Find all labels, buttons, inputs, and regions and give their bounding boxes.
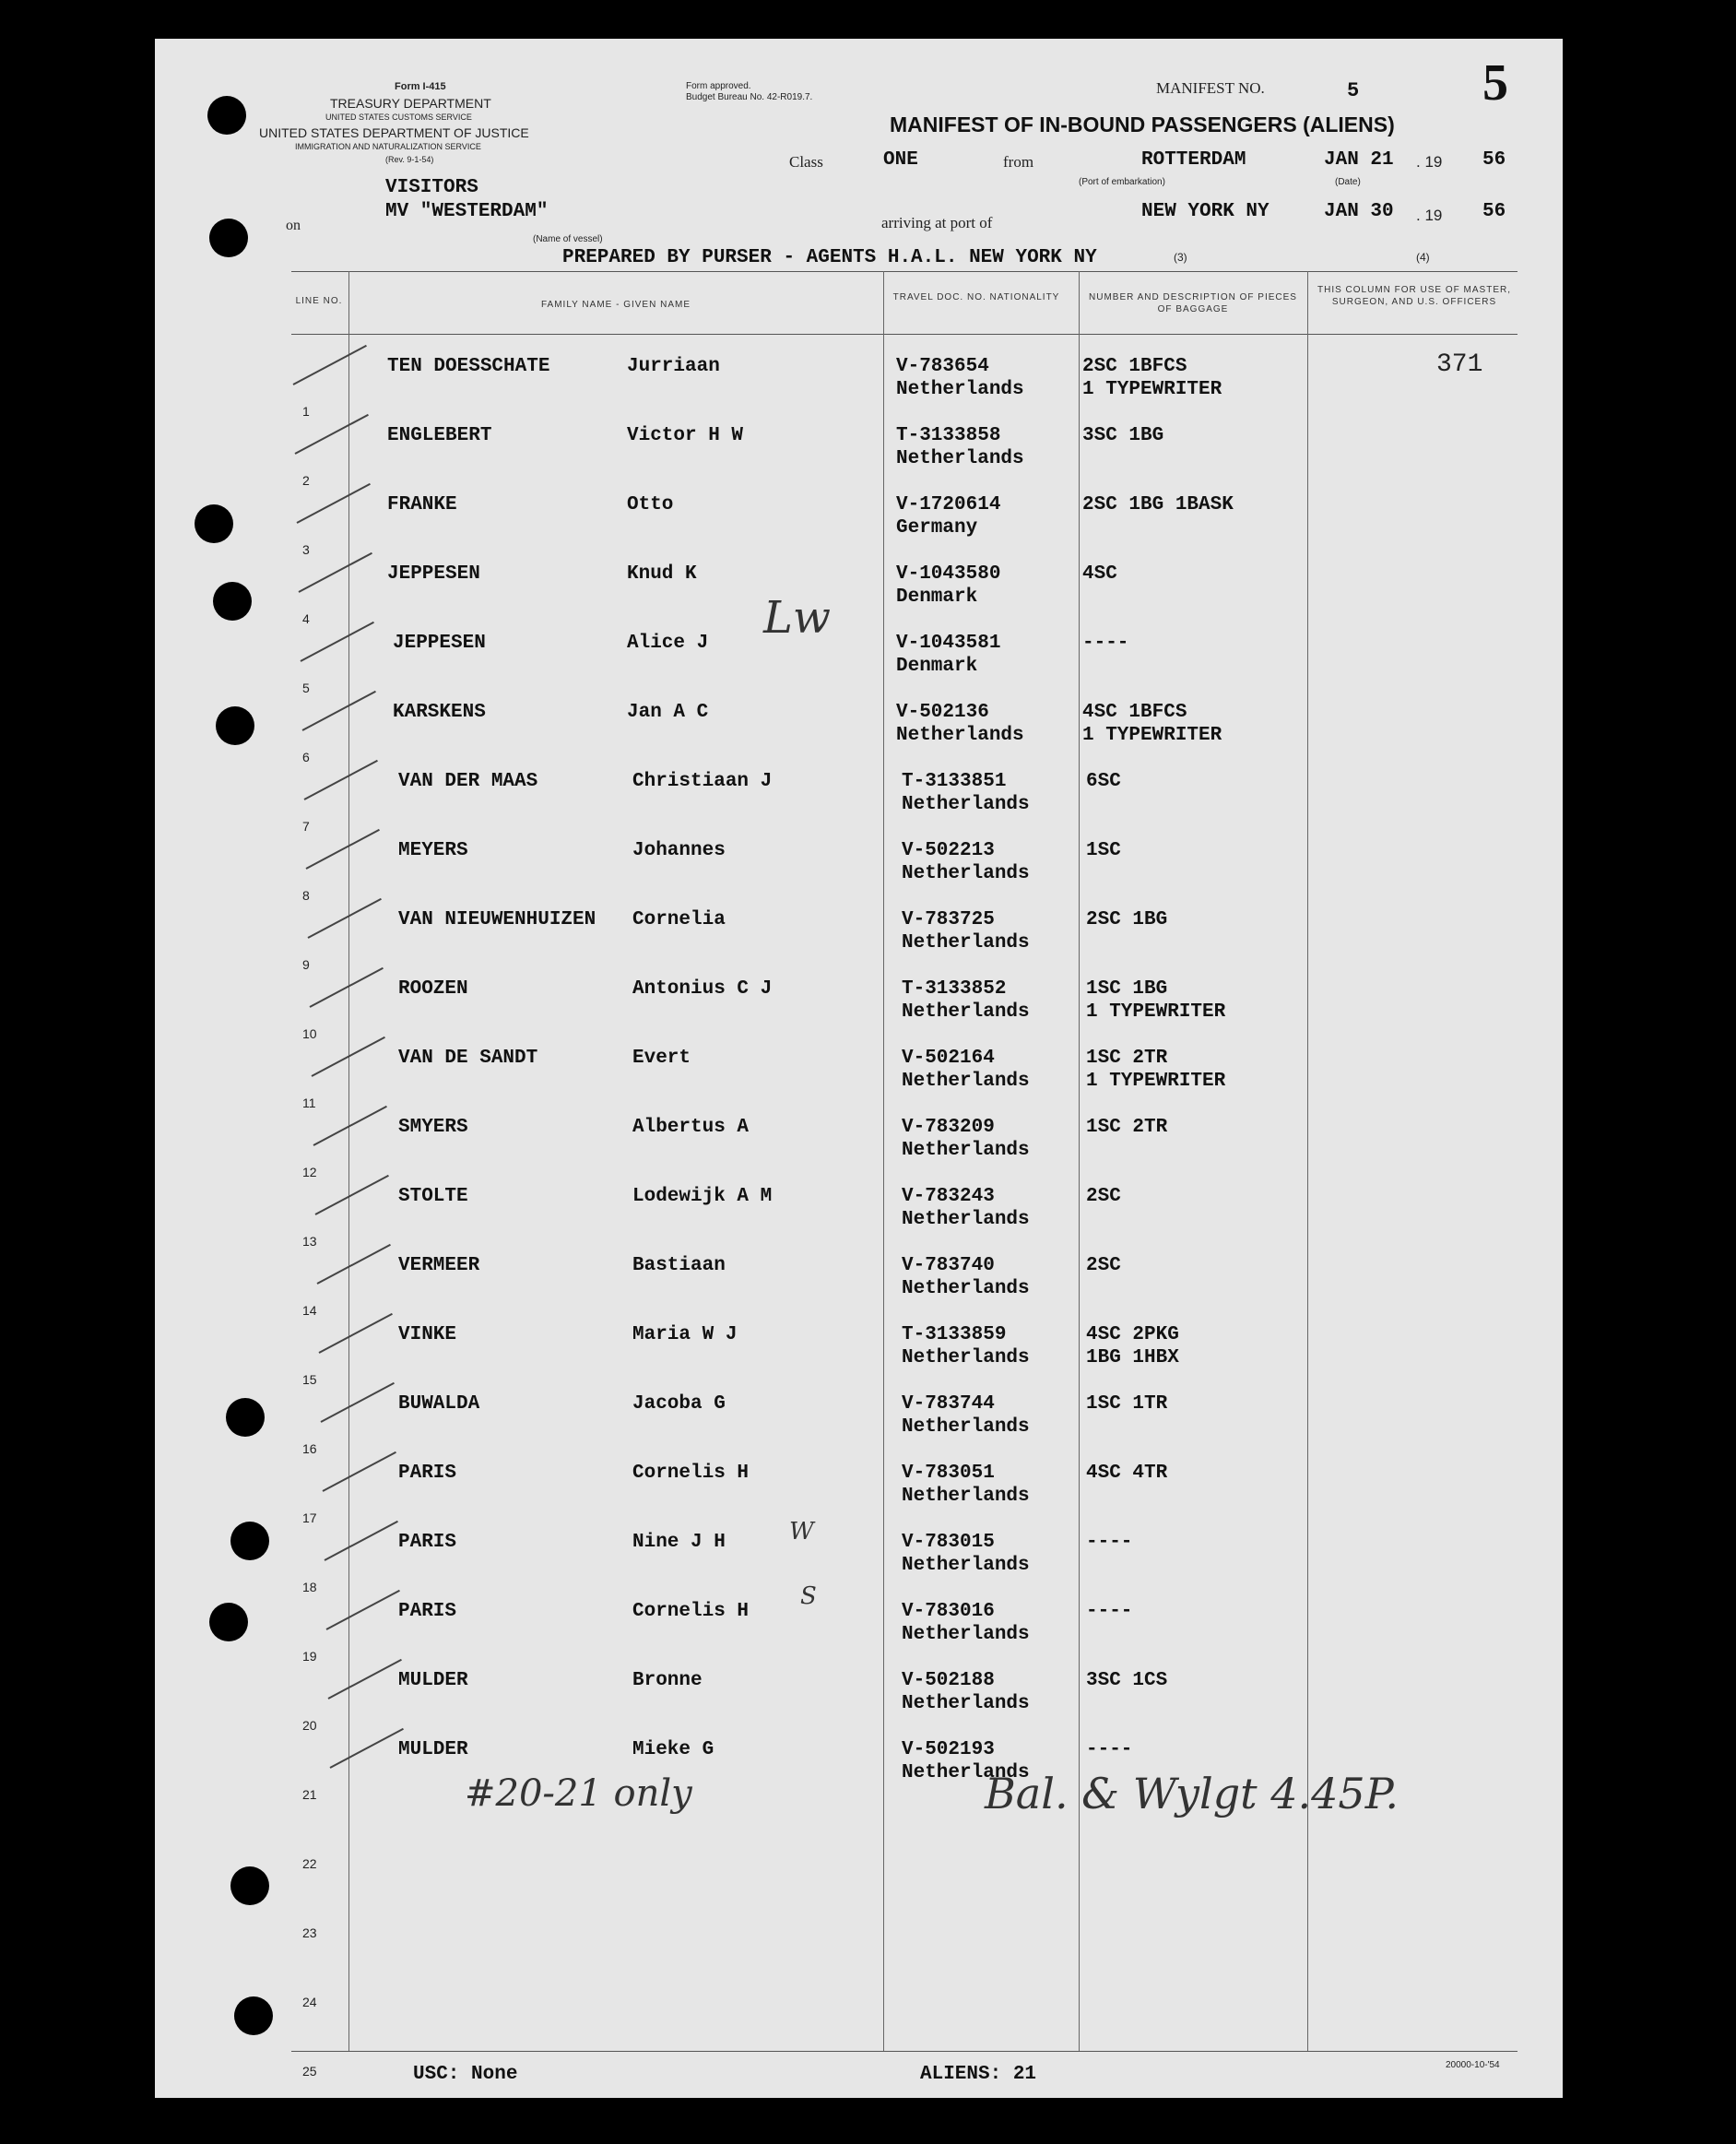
officer-stamp-number: 371 bbox=[1436, 350, 1483, 379]
pencil-check-mark bbox=[297, 483, 371, 524]
col-divider-doc bbox=[883, 271, 884, 2051]
year-prefix-2: . 19 bbox=[1416, 207, 1443, 224]
baggage-line-2: 1BG 1HBX bbox=[1086, 1347, 1179, 1368]
line-number: 1 bbox=[302, 404, 310, 419]
handwritten-mark-row5: Lw bbox=[763, 592, 831, 644]
travel-doc-number: T-3133859 bbox=[902, 1324, 1007, 1345]
travel-doc-number: V-783051 bbox=[902, 1463, 995, 1484]
line-number: 9 bbox=[302, 957, 310, 972]
visitors-label: VISITORS bbox=[385, 177, 478, 198]
binder-hole bbox=[195, 504, 233, 543]
pencil-check-mark bbox=[313, 1106, 387, 1146]
line-number: 5 bbox=[302, 681, 310, 695]
travel-doc-number: V-1043580 bbox=[896, 563, 1001, 585]
family-name: JEPPESEN bbox=[393, 633, 486, 654]
baggage-line-1: 1SC 1TR bbox=[1086, 1393, 1168, 1415]
class-value: ONE bbox=[883, 149, 918, 171]
budget-bureau: Budget Bureau No. 42-R019.7. bbox=[686, 92, 813, 102]
baggage-line-2: 1 TYPEWRITER bbox=[1082, 725, 1222, 746]
travel-doc-number: T-3133851 bbox=[902, 771, 1007, 792]
travel-doc-number: V-783209 bbox=[902, 1117, 995, 1138]
baggage-line-1: 3SC 1CS bbox=[1086, 1670, 1168, 1691]
baggage-line-1: ---- bbox=[1086, 1739, 1133, 1760]
manifest-number-label: MANIFEST NO. bbox=[1156, 79, 1265, 97]
on-label: on bbox=[286, 218, 301, 233]
binder-hole bbox=[230, 1866, 269, 1905]
arriving-label: arriving at port of bbox=[881, 214, 993, 231]
baggage-line-2: 1 TYPEWRITER bbox=[1086, 1001, 1226, 1023]
footer-aliens: ALIENS: 21 bbox=[920, 2064, 1037, 2085]
travel-doc-number: V-502213 bbox=[902, 840, 995, 861]
travel-doc-number: V-783654 bbox=[896, 356, 989, 377]
family-name: PARIS bbox=[398, 1532, 457, 1553]
nationality: Netherlands bbox=[902, 1486, 1030, 1507]
line-number: 19 bbox=[302, 1649, 317, 1664]
table-bottom-rule bbox=[291, 2051, 1518, 2052]
col-divider-line bbox=[348, 271, 349, 2051]
baggage-line-1: 2SC 1BFCS bbox=[1082, 356, 1187, 377]
travel-doc-number: V-502164 bbox=[902, 1048, 995, 1069]
given-name: Bronne bbox=[632, 1670, 703, 1691]
form-approved: Form approved. bbox=[686, 81, 751, 91]
given-name: Victor H W bbox=[627, 425, 744, 446]
given-name: Evert bbox=[632, 1048, 691, 1069]
family-name: VINKE bbox=[398, 1324, 457, 1345]
baggage-line-1: 4SC 1BFCS bbox=[1082, 702, 1187, 723]
print-code: 20000-10-'54 bbox=[1446, 2060, 1500, 2070]
baggage-line-1: ---- bbox=[1086, 1532, 1133, 1553]
baggage-line-1: 1SC 2TR bbox=[1086, 1117, 1168, 1138]
given-name: Knud K bbox=[627, 563, 697, 585]
family-name: VAN NIEUWENHUIZEN bbox=[398, 909, 596, 930]
travel-doc-number: V-783243 bbox=[902, 1186, 995, 1207]
arrival-date: JAN 30 bbox=[1324, 201, 1394, 222]
line-number: 15 bbox=[302, 1372, 317, 1387]
nationality: Netherlands bbox=[902, 863, 1030, 884]
vessel-name: MV "WESTERDAM" bbox=[385, 201, 549, 222]
given-name: Christiaan J bbox=[632, 771, 773, 792]
nationality: Netherlands bbox=[896, 448, 1024, 469]
pencil-check-mark bbox=[299, 552, 372, 593]
immigration-service: IMMIGRATION AND NATURALIZATION SERVICE bbox=[295, 142, 481, 151]
family-name: ENGLEBERT bbox=[387, 425, 492, 446]
pencil-check-mark bbox=[302, 691, 376, 731]
travel-doc-number: V-783016 bbox=[902, 1601, 995, 1622]
nationality: Netherlands bbox=[902, 1071, 1030, 1092]
nationality: Netherlands bbox=[902, 1416, 1030, 1438]
travel-doc-number: V-783725 bbox=[902, 909, 995, 930]
travel-doc-number: T-3133858 bbox=[896, 425, 1001, 446]
family-name: MULDER bbox=[398, 1670, 468, 1691]
line-number: 7 bbox=[302, 819, 310, 834]
binder-hole bbox=[209, 219, 248, 257]
col-header-officers: THIS COLUMN FOR USE OF MASTER, SURGEON, AND U.S. OFFICERS bbox=[1317, 285, 1511, 307]
handwritten-note-left: #20-21 only bbox=[465, 1772, 692, 1815]
travel-doc-number: V-502193 bbox=[902, 1739, 995, 1760]
given-name: Lodewijk A M bbox=[632, 1186, 773, 1207]
line-number: 4 bbox=[302, 611, 310, 626]
handwritten-note-right: Bal. & Wylgt 4.45P. bbox=[985, 1769, 1399, 1818]
baggage-line-1: 6SC bbox=[1086, 771, 1121, 792]
pencil-check-mark bbox=[301, 622, 374, 662]
col-header-baggage: NUMBER AND DESCRIPTION OF PIECES OF BAGGAGE bbox=[1089, 292, 1297, 314]
pencil-check-mark bbox=[295, 414, 369, 455]
customs-service: UNITED STATES CUSTOMS SERVICE bbox=[325, 113, 472, 122]
form-number: Form I-415 bbox=[395, 81, 446, 92]
given-name: Bastiaan bbox=[632, 1255, 726, 1276]
table-header-rule bbox=[291, 334, 1518, 335]
baggage-line-1: 1SC 1BG bbox=[1086, 978, 1168, 1000]
line-number: 17 bbox=[302, 1510, 317, 1525]
binder-hole bbox=[230, 1522, 269, 1560]
family-name: PARIS bbox=[398, 1601, 457, 1622]
footnote-4: (4) bbox=[1416, 251, 1430, 264]
line-number: 25 bbox=[302, 2064, 317, 2079]
year-prefix-1: . 19 bbox=[1416, 153, 1443, 171]
nationality: Netherlands bbox=[902, 1278, 1030, 1299]
pencil-check-mark bbox=[330, 1728, 404, 1769]
line-number: 18 bbox=[302, 1580, 317, 1594]
line-number: 11 bbox=[302, 1096, 316, 1110]
given-name: Antonius C J bbox=[632, 978, 773, 1000]
handwritten-mark-row18: W bbox=[789, 1518, 814, 1546]
given-name: Cornelia bbox=[632, 909, 726, 930]
pencil-check-mark bbox=[308, 898, 382, 939]
justice-department: UNITED STATES DEPARTMENT OF JUSTICE bbox=[259, 125, 529, 140]
pencil-check-mark bbox=[306, 829, 380, 870]
given-name: Albertus A bbox=[632, 1117, 750, 1138]
nationality: Netherlands bbox=[902, 1209, 1030, 1230]
family-name: VAN DER MAAS bbox=[398, 771, 538, 792]
footnote-3: (3) bbox=[1174, 251, 1187, 264]
family-name: FRANKE bbox=[387, 494, 457, 515]
family-name: TEN DOESSCHATE bbox=[387, 356, 550, 377]
family-name: STOLTE bbox=[398, 1186, 468, 1207]
baggage-line-1: 2SC 1BG 1BASK bbox=[1082, 494, 1234, 515]
nationality: Denmark bbox=[896, 586, 978, 608]
page-corner-number: 5 bbox=[1482, 54, 1508, 112]
given-name: Nine J H bbox=[632, 1532, 726, 1553]
date-caption: (Date) bbox=[1335, 177, 1361, 187]
nationality: Netherlands bbox=[902, 1693, 1030, 1714]
given-name: Otto bbox=[627, 494, 674, 515]
baggage-line-1: 2SC 1BG bbox=[1086, 909, 1168, 930]
pencil-check-mark bbox=[317, 1244, 391, 1285]
line-number: 23 bbox=[302, 1925, 317, 1940]
line-number: 16 bbox=[302, 1441, 317, 1456]
pencil-check-mark bbox=[326, 1590, 400, 1630]
travel-doc-number: V-502136 bbox=[896, 702, 989, 723]
baggage-line-1: 1SC bbox=[1086, 840, 1121, 861]
line-number: 14 bbox=[302, 1303, 317, 1318]
given-name: Jan A C bbox=[627, 702, 709, 723]
binder-hole bbox=[234, 1996, 273, 2035]
baggage-line-1: 4SC bbox=[1082, 563, 1117, 585]
baggage-line-1: 4SC 4TR bbox=[1086, 1463, 1168, 1484]
manifest-number: 5 bbox=[1347, 79, 1360, 102]
binder-hole bbox=[209, 1603, 248, 1641]
from-label: from bbox=[1003, 153, 1034, 171]
nationality: Denmark bbox=[896, 656, 978, 677]
baggage-line-1: 2SC bbox=[1086, 1186, 1121, 1207]
manifest-title: MANIFEST OF IN-BOUND PASSENGERS (ALIENS) bbox=[890, 113, 1395, 136]
arrival-year: 56 bbox=[1482, 201, 1506, 222]
treasury-department: TREASURY DEPARTMENT bbox=[330, 96, 491, 111]
given-name: Cornelis H bbox=[632, 1463, 750, 1484]
line-number: 24 bbox=[302, 1995, 317, 2009]
port-of-arrival: NEW YORK NY bbox=[1141, 201, 1270, 222]
baggage-line-1: ---- bbox=[1086, 1601, 1133, 1622]
given-name: Cornelis H bbox=[632, 1601, 750, 1622]
revision: (Rev. 9-1-54) bbox=[385, 155, 434, 164]
nationality: Netherlands bbox=[902, 1555, 1030, 1576]
nationality: Netherlands bbox=[902, 1140, 1030, 1161]
line-number: 22 bbox=[302, 1856, 317, 1871]
pencil-check-mark bbox=[325, 1521, 398, 1561]
nationality: Netherlands bbox=[896, 725, 1024, 746]
vessel-caption: (Name of vessel) bbox=[533, 234, 603, 244]
family-name: PARIS bbox=[398, 1463, 457, 1484]
line-number: 3 bbox=[302, 542, 310, 557]
travel-doc-number: V-1043581 bbox=[896, 633, 1001, 654]
col-header-doc: TRAVEL DOC. NO. NATIONALITY bbox=[892, 292, 1060, 302]
given-name: Johannes bbox=[632, 840, 726, 861]
nationality: Netherlands bbox=[896, 379, 1024, 400]
travel-doc-number: V-783015 bbox=[902, 1532, 995, 1553]
family-name: MULDER bbox=[398, 1739, 468, 1760]
given-name: Maria W J bbox=[632, 1324, 738, 1345]
col-header-name: FAMILY NAME - GIVEN NAME bbox=[541, 300, 691, 310]
line-number: 12 bbox=[302, 1165, 317, 1179]
departure-year: 56 bbox=[1482, 149, 1506, 171]
line-number: 6 bbox=[302, 750, 310, 764]
given-name: Alice J bbox=[627, 633, 709, 654]
family-name: JEPPESEN bbox=[387, 563, 480, 585]
nationality: Netherlands bbox=[902, 794, 1030, 815]
travel-doc-number: V-783740 bbox=[902, 1255, 995, 1276]
line-number: 21 bbox=[302, 1787, 317, 1802]
given-name: Jurriaan bbox=[627, 356, 720, 377]
nationality: Germany bbox=[896, 517, 978, 539]
family-name: SMYERS bbox=[398, 1117, 468, 1138]
col-header-line-no: LINE NO. bbox=[295, 296, 343, 306]
line-number: 13 bbox=[302, 1234, 317, 1249]
family-name: MEYERS bbox=[398, 840, 468, 861]
handwritten-mark-row19: S bbox=[800, 1582, 817, 1610]
line-number: 2 bbox=[302, 473, 310, 488]
given-name: Jacoba G bbox=[632, 1393, 726, 1415]
family-name: ROOZEN bbox=[398, 978, 468, 1000]
pencil-check-mark bbox=[323, 1451, 396, 1492]
travel-doc-number: V-502188 bbox=[902, 1670, 995, 1691]
given-name: Mieke G bbox=[632, 1739, 714, 1760]
port-embark-caption: (Port of embarkation) bbox=[1079, 177, 1165, 187]
baggage-line-1: ---- bbox=[1082, 633, 1129, 654]
pencil-check-mark bbox=[310, 967, 384, 1008]
pencil-check-mark bbox=[328, 1659, 402, 1700]
manifest-page bbox=[155, 39, 1563, 2098]
family-name: VERMEER bbox=[398, 1255, 480, 1276]
binder-hole bbox=[213, 582, 252, 621]
nationality: Netherlands bbox=[902, 1762, 1030, 1783]
pencil-check-mark bbox=[315, 1175, 389, 1215]
departure-date: JAN 21 bbox=[1324, 149, 1394, 171]
pencil-check-mark bbox=[319, 1313, 393, 1354]
footer-usc: USC: None bbox=[413, 2064, 518, 2085]
nationality: Netherlands bbox=[902, 1001, 1030, 1023]
binder-hole bbox=[226, 1398, 265, 1437]
pencil-check-mark bbox=[293, 345, 367, 385]
baggage-line-2: 1 TYPEWRITER bbox=[1082, 379, 1222, 400]
baggage-line-1: 4SC 2PKG bbox=[1086, 1324, 1179, 1345]
pencil-check-mark bbox=[321, 1382, 395, 1423]
prepared-by: PREPARED BY PURSER - AGENTS H.A.L. NEW YORK NY bbox=[562, 247, 1097, 268]
nationality: Netherlands bbox=[902, 1624, 1030, 1645]
travel-doc-number: V-783744 bbox=[902, 1393, 995, 1415]
line-number: 20 bbox=[302, 1718, 317, 1733]
baggage-line-2: 1 TYPEWRITER bbox=[1086, 1071, 1226, 1092]
class-label: Class bbox=[789, 153, 823, 171]
line-number: 10 bbox=[302, 1026, 317, 1041]
family-name: VAN DE SANDT bbox=[398, 1048, 538, 1069]
baggage-line-1: 2SC bbox=[1086, 1255, 1121, 1276]
family-name: KARSKENS bbox=[393, 702, 486, 723]
travel-doc-number: V-1720614 bbox=[896, 494, 1001, 515]
baggage-line-1: 1SC 2TR bbox=[1086, 1048, 1168, 1069]
line-number: 8 bbox=[302, 888, 310, 903]
nationality: Netherlands bbox=[902, 932, 1030, 954]
travel-doc-number: T-3133852 bbox=[902, 978, 1007, 1000]
binder-hole bbox=[207, 96, 246, 135]
family-name: BUWALDA bbox=[398, 1393, 480, 1415]
pencil-check-mark bbox=[304, 760, 378, 800]
nationality: Netherlands bbox=[902, 1347, 1030, 1368]
baggage-line-1: 3SC 1BG bbox=[1082, 425, 1164, 446]
binder-hole bbox=[216, 706, 254, 745]
table-top-rule bbox=[291, 271, 1518, 272]
port-of-embarkation: ROTTERDAM bbox=[1141, 149, 1246, 171]
